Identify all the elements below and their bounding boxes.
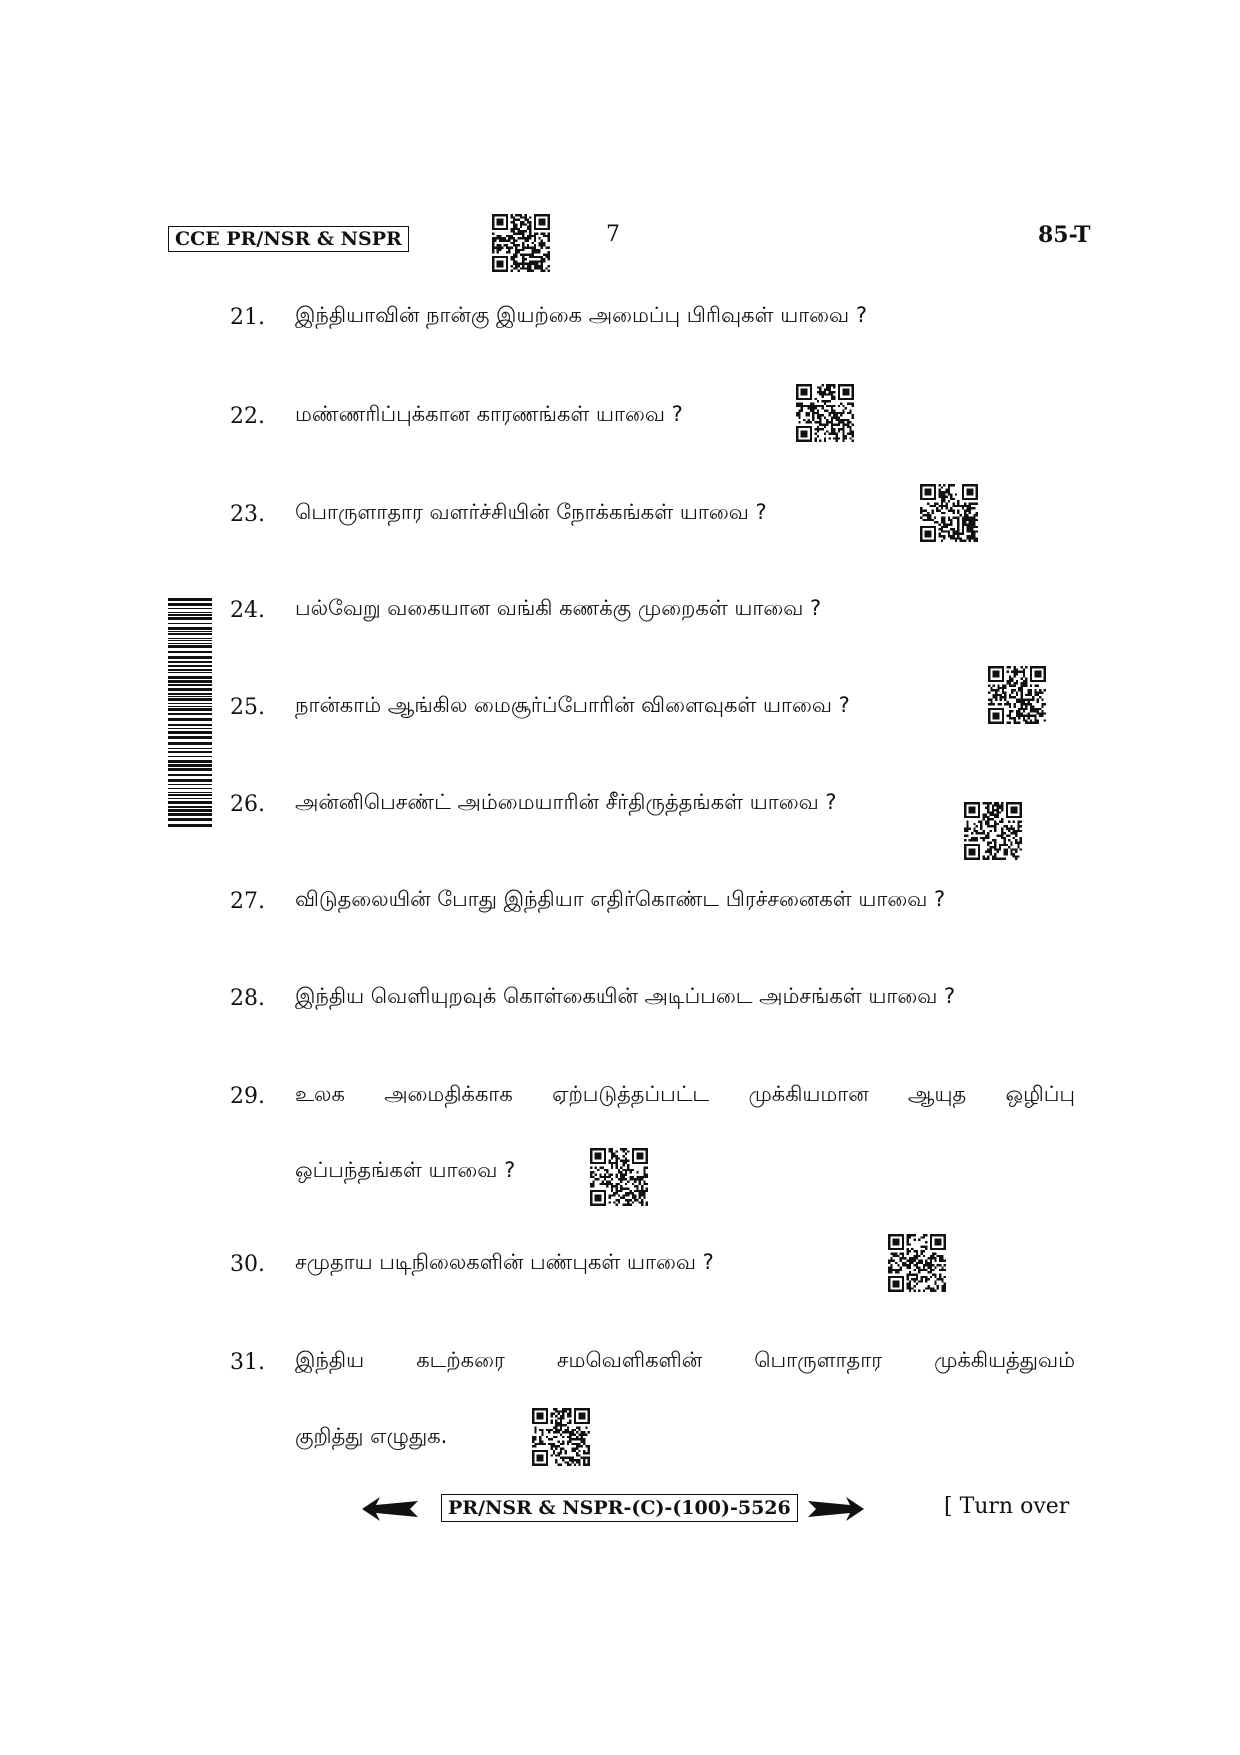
qr-code-icon <box>532 1408 590 1466</box>
question-text: இந்திய கடற்கரை சமவெளிகளின் பொருளாதார முக்கியத்துவம் <box>295 1348 1075 1372</box>
qr-code-icon <box>492 214 550 272</box>
footer-code: PR/NSR & NSPR-(C)-(100)-5526 <box>441 1494 798 1522</box>
question-number: 29. <box>230 1084 265 1109</box>
header-label: CCE PR/NSR & NSPR <box>168 226 409 252</box>
question-text: விடுதலையின் போது இந்தியா எதிர்கொண்ட பிரச்சனைகள் யாவை ? <box>295 887 946 911</box>
paper-code: 85-T <box>1038 222 1091 248</box>
question-number: 26. <box>230 792 265 817</box>
question-text: உலக அமைதிக்காக ஏற்படுத்தப்பட்ட முக்கியமான ஆயுத ஒழிப்பு <box>295 1082 1075 1106</box>
question-number: 31. <box>230 1350 265 1375</box>
question-text: மண்ணரிப்புக்கான காரணங்கள் யாவை ? <box>295 402 683 426</box>
qr-code-icon <box>590 1148 648 1206</box>
question-number: 21. <box>230 305 265 330</box>
qr-code-icon <box>920 484 978 542</box>
qr-code-icon <box>964 802 1022 860</box>
question-text: அன்னிபெசண்ட் அம்மையாரின் சீர்திருத்தங்கள் யாவை ? <box>295 790 837 814</box>
question-text: சமுதாய படிநிலைகளின் பண்புகள் யாவை ? <box>295 1250 714 1274</box>
question-number: 23. <box>230 502 265 527</box>
question-number: 27. <box>230 889 265 914</box>
qr-code-icon <box>988 666 1046 724</box>
question-text-continued: குறித்து எழுதுக. <box>295 1424 448 1448</box>
question-number: 22. <box>230 404 265 429</box>
question-text: பொருளாதார வளர்ச்சியின் நோக்கங்கள் யாவை ? <box>295 500 767 524</box>
qr-code-icon <box>796 384 854 442</box>
question-text: இந்தியாவின் நான்கு இயற்கை அமைப்பு பிரிவுகள் யாவை ? <box>295 303 867 327</box>
question-text: நான்காம் ஆங்கில மைசூர்ப்போரின் விளைவுகள் யாவை ? <box>295 693 850 717</box>
question-number: 25. <box>230 695 265 720</box>
turn-over-label: [ Turn over <box>944 1494 1070 1519</box>
question-number: 28. <box>230 986 265 1011</box>
question-number: 30. <box>230 1252 265 1277</box>
question-number: 24. <box>230 598 265 623</box>
question-text-continued: ஒப்பந்தங்கள் யாவை ? <box>295 1158 516 1182</box>
question-text: பல்வேறு வகையான வங்கி கணக்கு முறைகள் யாவை ? <box>295 596 822 620</box>
page-number: 7 <box>606 222 620 247</box>
left-arrow-icon <box>362 1495 418 1523</box>
right-arrow-icon <box>808 1495 864 1523</box>
qr-code-icon <box>888 1234 946 1292</box>
question-text: இந்திய வெளியுறவுக் கொள்கையின் அடிப்படை அம்சங்கள் யாவை ? <box>295 984 956 1008</box>
